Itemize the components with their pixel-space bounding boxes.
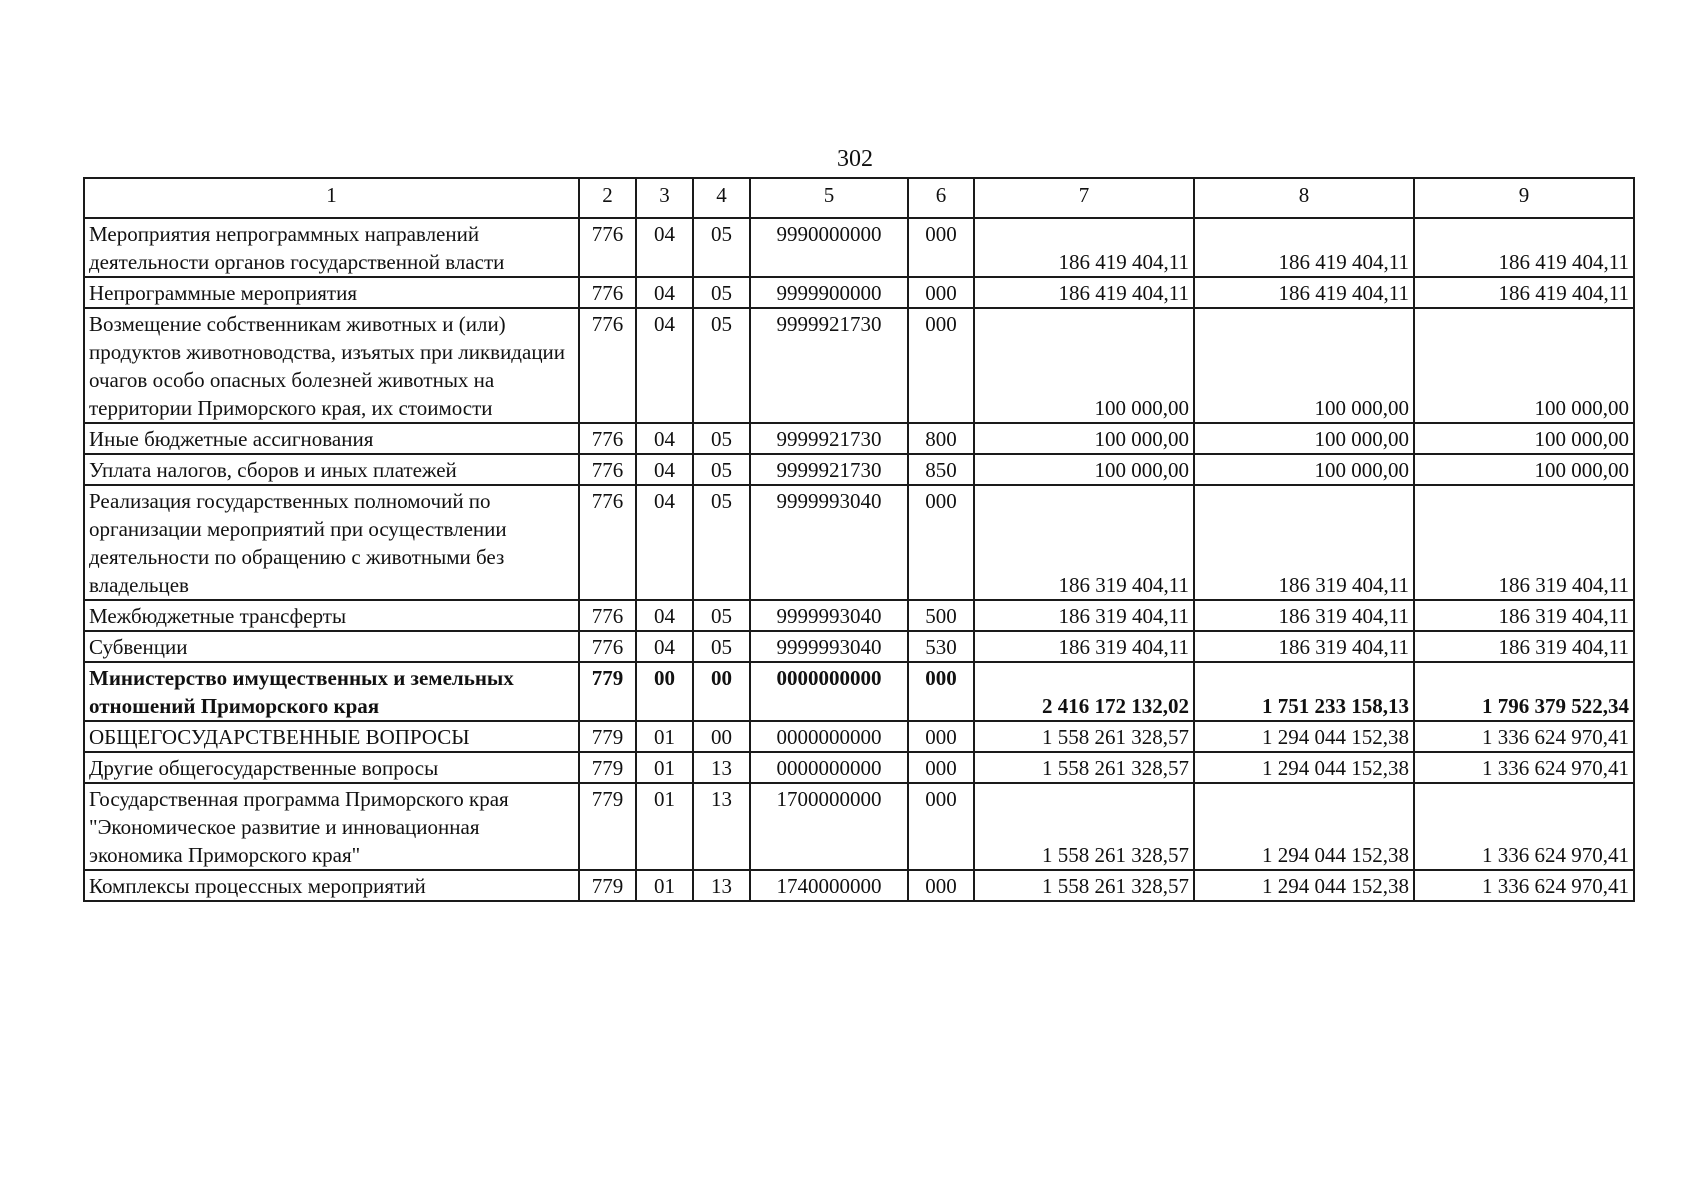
table-row [84,783,1634,870]
amount-col-9: 186 319 404,11 [1414,631,1634,662]
amount-col-8: 100 000,00 [1194,308,1414,423]
expense-type-code: 000 [908,721,974,752]
expense-type-code: 000 [908,752,974,783]
table-row [84,600,1634,631]
column-header: 8 [1194,178,1414,218]
subsection-code: 05 [693,600,750,631]
subsection-code: 05 [693,454,750,485]
ministry-code: 776 [579,485,636,600]
expense-type-code: 000 [908,870,974,901]
section-code: 04 [636,454,693,485]
column-header: 6 [908,178,974,218]
target-article-code: 1700000000 [750,783,908,870]
amount-col-9: 100 000,00 [1414,423,1634,454]
subsection-code: 05 [693,485,750,600]
item-name: Межбюджетные трансферты [84,600,579,631]
amount-col-7: 186 319 404,11 [974,485,1194,600]
subsection-code: 13 [693,870,750,901]
amount-col-8: 1 751 233 158,13 [1194,662,1414,721]
section-code: 01 [636,870,693,901]
expense-type-code: 000 [908,277,974,308]
table-row [84,631,1634,662]
section-code: 04 [636,600,693,631]
amount-col-8: 1 294 044 152,38 [1194,870,1414,901]
column-header: 7 [974,178,1194,218]
table-row [84,423,1634,454]
section-code: 04 [636,423,693,454]
target-article-code: 9999993040 [750,631,908,662]
ministry-code: 776 [579,277,636,308]
target-article-code: 0000000000 [750,752,908,783]
ministry-code: 779 [579,721,636,752]
ministry-code: 776 [579,631,636,662]
page-number: 302 [837,146,873,172]
expense-type-code: 850 [908,454,974,485]
target-article-code: 0000000000 [750,721,908,752]
section-code: 04 [636,631,693,662]
expense-type-code: 000 [908,485,974,600]
subsection-code: 00 [693,721,750,752]
target-article-code: 0000000000 [750,662,908,721]
section-code: 01 [636,783,693,870]
amount-col-7: 186 419 404,11 [974,218,1194,277]
amount-col-7: 100 000,00 [974,423,1194,454]
subsection-code: 13 [693,783,750,870]
table-row [84,485,1634,600]
section-code: 04 [636,485,693,600]
subsection-code: 05 [693,277,750,308]
target-article-code: 9999993040 [750,485,908,600]
amount-col-7: 100 000,00 [974,454,1194,485]
ministry-code: 776 [579,423,636,454]
section-code: 04 [636,218,693,277]
ministry-code: 779 [579,752,636,783]
amount-col-7: 1 558 261 328,57 [974,752,1194,783]
target-article-code: 9999921730 [750,454,908,485]
amount-col-9: 100 000,00 [1414,454,1634,485]
ministry-code: 779 [579,662,636,721]
expense-type-code: 000 [908,218,974,277]
target-article-code: 9999921730 [750,423,908,454]
ministry-code: 779 [579,870,636,901]
amount-col-7: 1 558 261 328,57 [974,870,1194,901]
item-name: Непрограммные мероприятия [84,277,579,308]
table-row [84,277,1634,308]
item-name: Другие общегосударственные вопросы [84,752,579,783]
column-header: 3 [636,178,693,218]
column-header: 2 [579,178,636,218]
section-code: 00 [636,662,693,721]
target-article-code: 9999900000 [750,277,908,308]
amount-col-7: 1 558 261 328,57 [974,783,1194,870]
item-name: Уплата налогов, сборов и иных платежей [84,454,579,485]
column-header: 5 [750,178,908,218]
amount-col-8: 100 000,00 [1194,423,1414,454]
amount-col-9: 186 419 404,11 [1414,218,1634,277]
table-row [84,218,1634,277]
amount-col-9: 186 319 404,11 [1414,485,1634,600]
ministry-code: 776 [579,308,636,423]
ministry-code: 776 [579,218,636,277]
amount-col-9: 1 336 624 970,41 [1414,752,1634,783]
item-name: Реализация государственных полномочий по организации мероприятий при осуществлении деятельности по обращению с животными без владельцев [84,485,579,600]
amount-col-8: 186 319 404,11 [1194,485,1414,600]
table-row [84,752,1634,783]
amount-col-8: 186 419 404,11 [1194,218,1414,277]
amount-col-8: 100 000,00 [1194,454,1414,485]
expense-type-code: 000 [908,662,974,721]
table-row [84,308,1634,423]
section-code: 01 [636,721,693,752]
subsection-code: 05 [693,631,750,662]
amount-col-8: 186 419 404,11 [1194,277,1414,308]
item-name: Иные бюджетные ассигнования [84,423,579,454]
amount-col-7: 2 416 172 132,02 [974,662,1194,721]
section-code: 04 [636,277,693,308]
amount-col-8: 186 319 404,11 [1194,631,1414,662]
budget-table [83,177,1635,902]
amount-col-7: 100 000,00 [974,308,1194,423]
table-row [84,454,1634,485]
subsection-code: 05 [693,308,750,423]
amount-col-7: 1 558 261 328,57 [974,721,1194,752]
ministry-code: 776 [579,454,636,485]
expense-type-code: 500 [908,600,974,631]
table-row [84,870,1634,901]
amount-col-9: 1 796 379 522,34 [1414,662,1634,721]
item-name: Возмещение собственникам животных и (или) продуктов животноводства, изъятых при ликвидации очагов особо опасных болезней животных на территории Приморского края, их стоимости [84,308,579,423]
item-name: ОБЩЕГОСУДАРСТВЕННЫЕ ВОПРОСЫ [84,721,579,752]
subsection-code: 05 [693,423,750,454]
amount-col-8: 1 294 044 152,38 [1194,752,1414,783]
table-row-ministry-total [84,662,1634,721]
table-row [84,721,1634,752]
amount-col-8: 186 319 404,11 [1194,600,1414,631]
column-header: 4 [693,178,750,218]
amount-col-7: 186 419 404,11 [974,277,1194,308]
amount-col-8: 1 294 044 152,38 [1194,721,1414,752]
expense-type-code: 000 [908,783,974,870]
column-header: 9 [1414,178,1634,218]
subsection-code: 05 [693,218,750,277]
amount-col-7: 186 319 404,11 [974,600,1194,631]
table-header-row [84,178,1634,218]
expense-type-code: 000 [908,308,974,423]
amount-col-9: 186 319 404,11 [1414,600,1634,631]
target-article-code: 1740000000 [750,870,908,901]
section-code: 01 [636,752,693,783]
ministry-code: 779 [579,783,636,870]
expense-type-code: 800 [908,423,974,454]
item-name: Комплексы процессных мероприятий [84,870,579,901]
ministry-code: 776 [579,600,636,631]
item-name: Министерство имущественных и земельных отношений Приморского края [84,662,579,721]
subsection-code: 00 [693,662,750,721]
amount-col-9: 1 336 624 970,41 [1414,721,1634,752]
amount-col-7: 186 319 404,11 [974,631,1194,662]
section-code: 04 [636,308,693,423]
amount-col-9: 100 000,00 [1414,308,1634,423]
amount-col-9: 186 419 404,11 [1414,277,1634,308]
item-name: Субвенции [84,631,579,662]
amount-col-8: 1 294 044 152,38 [1194,783,1414,870]
target-article-code: 9999993040 [750,600,908,631]
target-article-code: 9990000000 [750,218,908,277]
item-name: Государственная программа Приморского края "Экономическое развитие и инновационная экономика Приморского края" [84,783,579,870]
item-name: Мероприятия непрограммных направлений деятельности органов государственной власти [84,218,579,277]
amount-col-9: 1 336 624 970,41 [1414,783,1634,870]
expense-type-code: 530 [908,631,974,662]
subsection-code: 13 [693,752,750,783]
target-article-code: 9999921730 [750,308,908,423]
amount-col-9: 1 336 624 970,41 [1414,870,1634,901]
column-header: 1 [84,178,579,218]
